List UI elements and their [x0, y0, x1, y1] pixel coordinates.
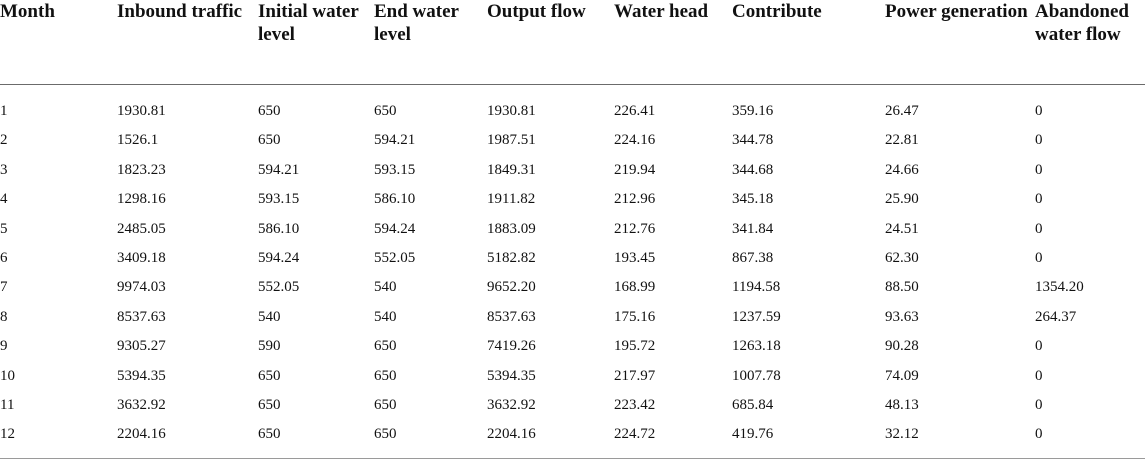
cell-inbound-traffic: 1298.16 [117, 191, 166, 208]
cell-water-head: 212.76 [614, 220, 656, 237]
cell-output-flow: 9652.20 [487, 279, 536, 296]
cell-output-flow: 5394.35 [487, 367, 536, 384]
header-inbound-traffic: Inbound traffic [116, 0, 257, 85]
cell-month: 10 [0, 367, 15, 384]
cell-water-head: 224.16 [614, 132, 656, 149]
cell-power-generation: 24.51 [885, 220, 919, 237]
cell-end-water-level: 650 [374, 426, 397, 443]
table-row [0, 420, 1145, 449]
cell-contribute: 685.84 [732, 397, 774, 414]
cell-contribute: 345.18 [732, 191, 774, 208]
cell-end-water-level: 650 [374, 367, 397, 384]
cell-abandoned-water-flow: 0 [1035, 426, 1043, 443]
cell-contribute: 344.78 [732, 132, 774, 149]
cell-water-head: 193.45 [614, 250, 656, 267]
table-row [0, 391, 1145, 420]
cell-output-flow: 5182.82 [487, 250, 536, 267]
cell-output-flow: 1849.31 [487, 161, 536, 178]
cell-inbound-traffic: 2204.16 [117, 426, 166, 443]
cell-end-water-level: 650 [374, 338, 397, 355]
table-header [0, 0, 1145, 85]
cell-month: 5 [0, 220, 8, 237]
cell-end-water-level: 594.24 [374, 220, 416, 237]
cell-initial-water-level: 594.24 [258, 250, 300, 267]
cell-month: 3 [0, 161, 8, 178]
cell-inbound-traffic: 3632.92 [117, 397, 166, 414]
header-output-flow: Output flow [486, 0, 613, 85]
cell-contribute: 1194.58 [732, 279, 781, 296]
cell-end-water-level: 540 [374, 308, 397, 325]
table-row [0, 156, 1145, 185]
cell-output-flow: 1883.09 [487, 220, 536, 237]
cell-contribute: 359.16 [732, 103, 774, 119]
cell-contribute: 341.84 [732, 220, 774, 237]
cell-power-generation: 26.47 [885, 103, 919, 119]
cell-initial-water-level: 552.05 [258, 279, 300, 296]
cell-power-generation: 90.28 [885, 338, 919, 355]
cell-water-head: 226.41 [614, 103, 656, 119]
cell-contribute: 1237.59 [732, 308, 781, 325]
cell-initial-water-level: 650 [258, 103, 281, 119]
cell-month: 1 [0, 103, 8, 119]
cell-inbound-traffic: 2485.05 [117, 220, 166, 237]
cell-abandoned-water-flow: 0 [1035, 220, 1043, 237]
cell-inbound-traffic: 1930.81 [117, 103, 166, 119]
cell-power-generation: 32.12 [885, 426, 919, 443]
cell-contribute: 1007.78 [732, 367, 781, 384]
cell-end-water-level: 593.15 [374, 161, 416, 178]
cell-month: 9 [0, 338, 8, 355]
cell-abandoned-water-flow: 0 [1035, 367, 1043, 384]
cell-inbound-traffic: 8537.63 [117, 308, 166, 325]
cell-water-head: 175.16 [614, 308, 656, 325]
cell-contribute: 344.68 [732, 161, 774, 178]
cell-inbound-traffic: 3409.18 [117, 250, 166, 267]
cell-initial-water-level: 590 [258, 338, 281, 355]
header-initial-water-level: Initial water level [257, 0, 373, 85]
cell-initial-water-level: 650 [258, 397, 281, 414]
header-end-water-level: End water level [373, 0, 486, 85]
cell-contribute: 1263.18 [732, 338, 781, 355]
cell-abandoned-water-flow: 264.37 [1035, 308, 1077, 325]
cell-output-flow: 1911.82 [487, 191, 536, 208]
header-power-generation: Power generation [884, 0, 1034, 85]
cell-abandoned-water-flow: 0 [1035, 191, 1043, 208]
cell-water-head: 223.42 [614, 397, 656, 414]
cell-end-water-level: 586.10 [374, 191, 416, 208]
cell-output-flow: 3632.92 [487, 397, 536, 414]
cell-contribute: 867.38 [732, 250, 774, 267]
cell-abandoned-water-flow: 0 [1035, 132, 1043, 149]
cell-power-generation: 22.81 [885, 132, 919, 149]
table-row [0, 303, 1145, 332]
cell-abandoned-water-flow: 0 [1035, 338, 1043, 355]
cell-water-head: 168.99 [614, 279, 656, 296]
table-row [0, 185, 1145, 214]
header-abandoned-water-flow: Abandoned water flow [1034, 0, 1145, 85]
cell-output-flow: 2204.16 [487, 426, 536, 443]
table-body [0, 85, 1145, 450]
cell-initial-water-level: 650 [258, 426, 281, 443]
cell-end-water-level: 650 [374, 103, 397, 119]
cell-power-generation: 88.50 [885, 279, 919, 296]
cell-month: 6 [0, 250, 8, 267]
cell-output-flow: 8537.63 [487, 308, 536, 325]
header-row [0, 0, 1145, 85]
cell-month: 7 [0, 279, 8, 296]
cell-output-flow: 1930.81 [487, 103, 536, 119]
table-row [0, 332, 1145, 361]
cell-initial-water-level: 650 [258, 132, 281, 149]
cell-month: 4 [0, 191, 8, 208]
cell-abandoned-water-flow: 1354.20 [1035, 279, 1084, 296]
cell-power-generation: 93.63 [885, 308, 919, 325]
cell-water-head: 195.72 [614, 338, 656, 355]
cell-power-generation: 48.13 [885, 397, 919, 414]
cell-month: 8 [0, 308, 8, 325]
cell-power-generation: 74.09 [885, 367, 919, 384]
cell-power-generation: 25.90 [885, 191, 919, 208]
header-water-head: Water head [613, 0, 731, 85]
cell-abandoned-water-flow: 0 [1035, 250, 1043, 267]
cell-end-water-level: 552.05 [374, 250, 416, 267]
cell-initial-water-level: 594.21 [258, 161, 300, 178]
cell-water-head: 217.97 [614, 367, 656, 384]
table-row [0, 273, 1145, 302]
cell-month: 12 [0, 426, 15, 443]
cell-water-head: 212.96 [614, 191, 656, 208]
cell-end-water-level: 594.21 [374, 132, 416, 149]
cell-abandoned-water-flow: 0 [1035, 161, 1043, 178]
cell-power-generation: 62.30 [885, 250, 919, 267]
table-bottom-rule [0, 458, 1145, 459]
header-month: Month [0, 0, 116, 85]
cell-water-head: 219.94 [614, 161, 656, 178]
cell-inbound-traffic: 1823.23 [117, 161, 166, 178]
cell-output-flow: 1987.51 [487, 132, 536, 149]
cell-month: 11 [0, 397, 15, 414]
cell-inbound-traffic: 9974.03 [117, 279, 166, 296]
cell-abandoned-water-flow: 0 [1035, 397, 1043, 414]
cell-end-water-level: 540 [374, 279, 397, 296]
cell-contribute: 419.76 [732, 426, 774, 443]
cell-month: 2 [0, 132, 8, 149]
cell-initial-water-level: 593.15 [258, 191, 300, 208]
cell-inbound-traffic: 9305.27 [117, 338, 166, 355]
cell-initial-water-level: 540 [258, 308, 281, 325]
header-contribute: Contribute [731, 0, 884, 85]
cell-end-water-level: 650 [374, 397, 397, 414]
table-row [0, 126, 1145, 155]
table-row [0, 362, 1145, 391]
cell-initial-water-level: 586.10 [258, 220, 300, 237]
cell-inbound-traffic: 5394.35 [117, 367, 166, 384]
cell-inbound-traffic: 1526.1 [117, 132, 159, 149]
cell-power-generation: 24.66 [885, 161, 919, 178]
cell-output-flow: 7419.26 [487, 338, 536, 355]
cell-water-head: 224.72 [614, 426, 656, 443]
cell-initial-water-level: 650 [258, 367, 281, 384]
table-row [0, 215, 1145, 244]
cell-abandoned-water-flow: 0 [1035, 103, 1043, 119]
table-row [0, 85, 1145, 127]
table-row [0, 244, 1145, 273]
